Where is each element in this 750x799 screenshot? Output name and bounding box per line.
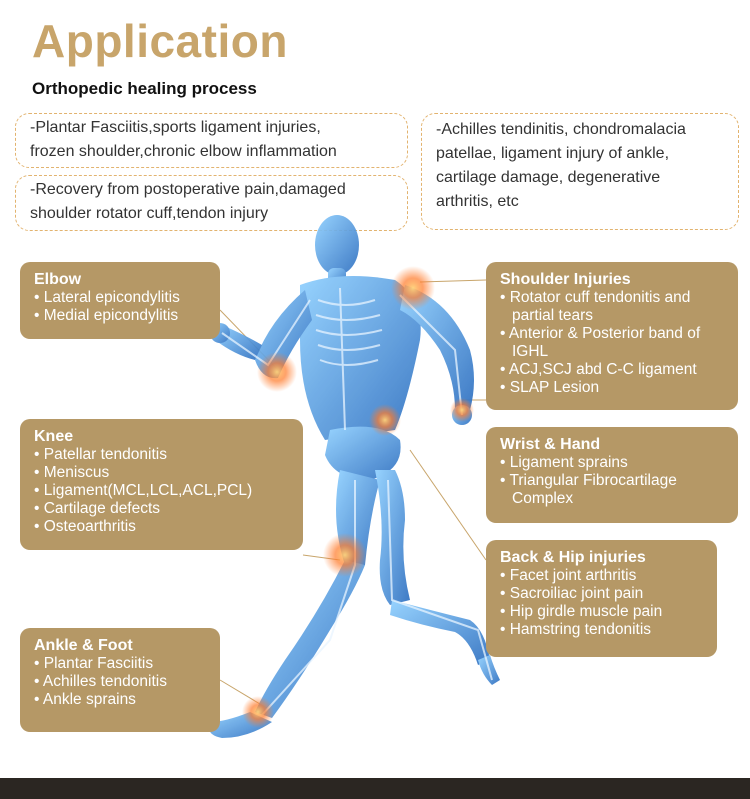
- card-wrist-hand: [486, 427, 738, 523]
- list-item: • Ankle sprains: [34, 691, 206, 709]
- card-list: [34, 289, 206, 325]
- list-item: • Ligament(MCL,LCL,ACL,PCL): [34, 482, 289, 500]
- card-elbow: [20, 262, 220, 339]
- list-item: • Osteoarthritis: [34, 518, 289, 536]
- note-line: frozen shoulder,chronic elbow inflammation: [30, 143, 337, 160]
- list-item: • Achilles tendonitis: [34, 673, 206, 691]
- list-item: • Triangular Fibrocartilage Complex: [500, 472, 724, 508]
- note-line: patellae, ligament injury of ankle,: [436, 145, 670, 162]
- card-list: [500, 289, 724, 397]
- card-list: [500, 567, 703, 639]
- note-line: arthritis, etc: [436, 193, 519, 210]
- list-item: • Anterior & Posterior band of IGHL: [500, 325, 724, 361]
- list-item: • Meniscus: [34, 464, 289, 482]
- list-item: • Ligament sprains: [500, 454, 724, 472]
- list-item: • Patellar tendonitis: [34, 446, 289, 464]
- list-item: • Hip girdle muscle pain: [500, 603, 703, 621]
- list-item: • Plantar Fasciitis: [34, 655, 206, 673]
- card-knee: [20, 419, 303, 550]
- bottom-bar: [0, 778, 750, 799]
- list-item: • SLAP Lesion: [500, 379, 724, 397]
- note-line: -Achilles tendinitis, chondromalacia: [436, 121, 686, 138]
- list-item: • Facet joint arthritis: [500, 567, 703, 585]
- page-title: Application: [32, 15, 288, 67]
- list-item: • Hamstring tendonitis: [500, 621, 703, 639]
- card-shoulder-injuries: [486, 262, 738, 410]
- card-title: Knee: [34, 428, 74, 445]
- card-list: [500, 454, 724, 508]
- card-title: Elbow: [34, 271, 82, 288]
- card-list: [34, 446, 289, 536]
- card-title: Shoulder Injuries: [500, 271, 631, 288]
- list-item: • Cartilage defects: [34, 500, 289, 518]
- card-title: Ankle & Foot: [34, 637, 133, 654]
- list-item: • Lateral epicondylitis: [34, 289, 206, 307]
- list-item: • Medial epicondylitis: [34, 307, 206, 325]
- card-list: [34, 655, 206, 709]
- note-line: cartilage damage, degenerative: [436, 169, 661, 186]
- list-item: • Sacroiliac joint pain: [500, 585, 703, 603]
- card-ankle-foot: [20, 628, 220, 732]
- page-subtitle: Orthopedic healing process: [32, 79, 257, 98]
- list-item: • ACJ,SCJ abd C-C ligament: [500, 361, 724, 379]
- note-line: -Recovery from postoperative pain,damaged: [30, 181, 346, 198]
- list-item: • Rotator cuff tendonitis and partial tears: [500, 289, 724, 325]
- note-line: shoulder rotator cuff,tendon injury: [30, 205, 269, 222]
- note-line: -Plantar Fasciitis,sports ligament injuries,: [30, 119, 321, 136]
- card-title: Back & Hip injuries: [500, 549, 646, 566]
- card-title: Wrist & Hand: [500, 436, 601, 453]
- card-back-hip-injuries: [486, 540, 717, 657]
